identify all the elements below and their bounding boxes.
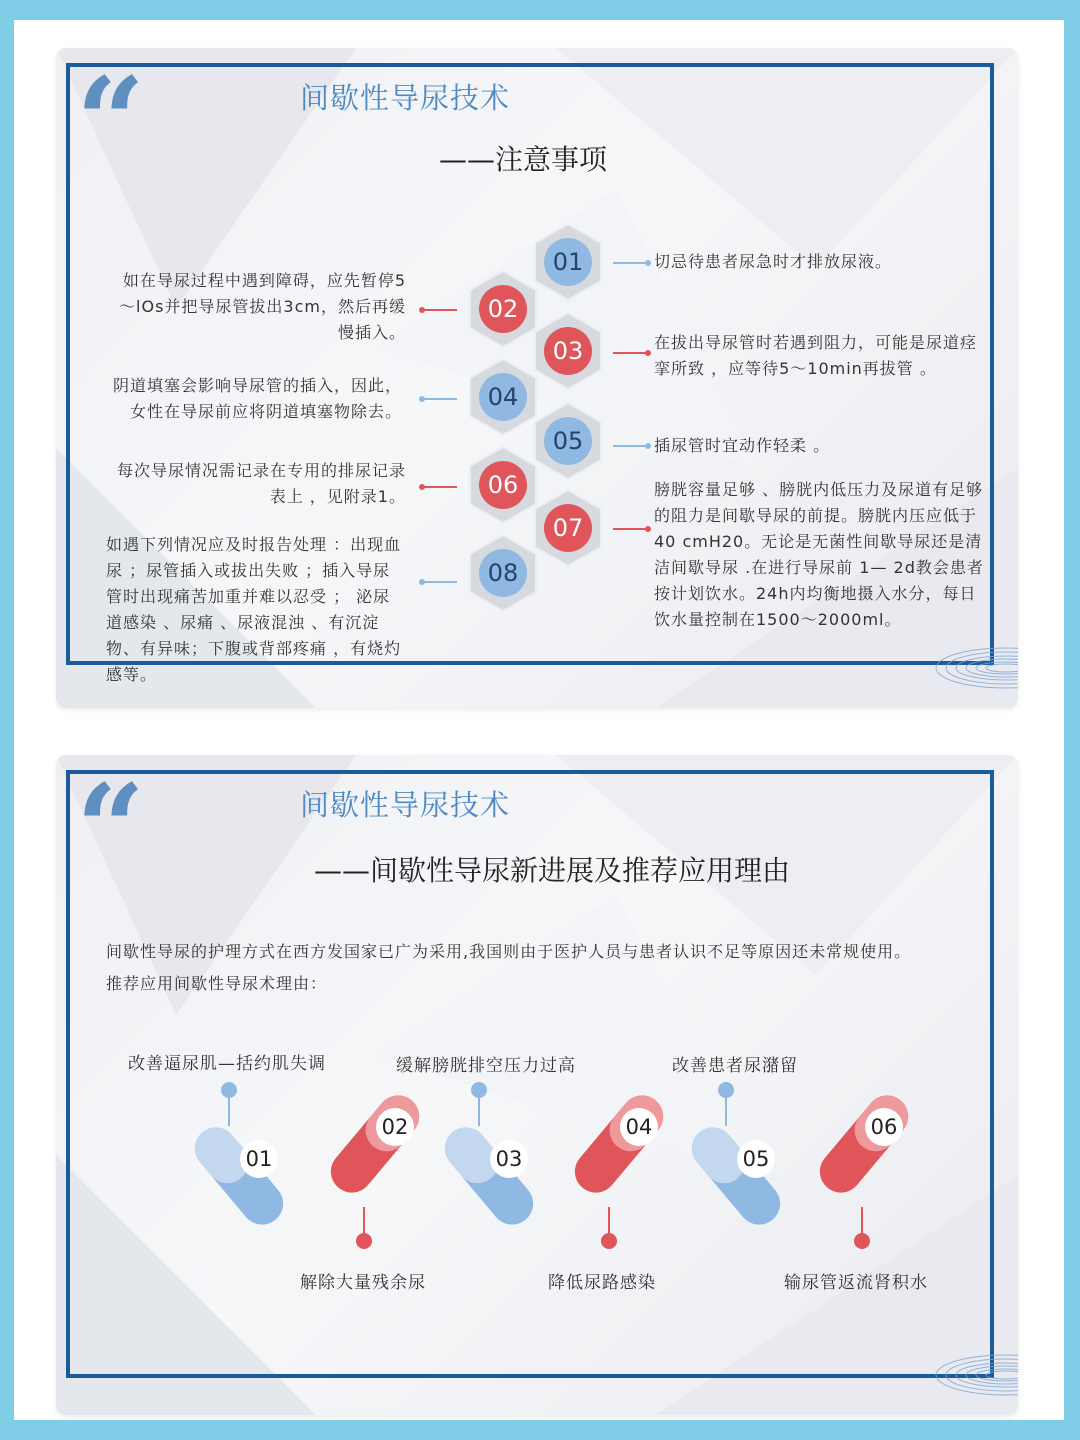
hex-badge-08 <box>469 534 537 612</box>
marker-line <box>608 1207 610 1235</box>
hex-number: 06 <box>487 471 519 499</box>
connector-06 <box>421 486 457 488</box>
hex-number: 02 <box>487 295 519 323</box>
intro-text: 间歇性导尿的护理方式在西方发国家已广为采用,我国则由于医护人员与患者认识不足等原因还未常规使用。 <box>106 942 912 961</box>
swirl-decoration <box>916 1315 1018 1415</box>
marker-icon <box>356 1233 372 1249</box>
hex-badge-03 <box>534 312 602 390</box>
marker-line <box>363 1207 365 1235</box>
pill-number: 03 <box>495 1147 523 1171</box>
page-background <box>14 20 1064 1420</box>
pill-number: 06 <box>870 1115 898 1139</box>
hex-badge-04 <box>469 358 537 436</box>
quote-mark-icon: “ <box>76 758 146 899</box>
hex-number: 07 <box>552 514 584 542</box>
reason-label-04: 降低尿路感染 <box>548 1273 656 1293</box>
slide-subtitle: ——间歇性导尿新进展及推荐应用理由 <box>314 854 791 887</box>
item-text-02: 如在导尿过程中遇到障碍，应先暂停5～lOs并把导尿管拔出3cm，然后再缓慢插入。 <box>119 271 406 342</box>
hex-number: 01 <box>552 248 584 276</box>
hex-badge-02 <box>469 270 537 348</box>
connector-04 <box>421 398 457 400</box>
slide-title: 间歇性导尿技术 <box>300 81 511 115</box>
hex-number: 04 <box>487 383 519 411</box>
slide-title: 间歇性导尿技术 <box>300 788 511 822</box>
hex-number: 05 <box>552 427 584 455</box>
reason-label-03: 缓解膀胱排空压力过高 <box>396 1056 576 1076</box>
marker-icon <box>601 1233 617 1249</box>
item-text-01: 切忌待患者尿急时才排放尿液。 <box>654 252 893 271</box>
marker-icon <box>718 1082 734 1098</box>
item-text-06: 每次导尿情况需记录在专用的排尿记录表上 ，见附录1。 <box>116 461 406 506</box>
swirl-decoration <box>916 608 1018 708</box>
hex-number: 08 <box>487 559 519 587</box>
item-text-03: 在拔出导尿管时若遇到阻力，可能是尿道痉挛所致 ，应等待5～10min再拔管 。 <box>654 333 978 378</box>
item-text-05: 插尿管时宜动作轻柔 。 <box>654 436 831 455</box>
connector-05 <box>613 445 649 447</box>
slide-precautions <box>56 48 1018 708</box>
reason-label-05: 改善患者尿潴留 <box>672 1056 798 1076</box>
marker-icon <box>854 1233 870 1249</box>
reason-label-01: 改善逼尿肌—括约肌失调 <box>128 1054 326 1074</box>
quote-mark-icon: “ <box>76 51 146 192</box>
reason-label-02: 解除大量残余尿 <box>300 1273 426 1293</box>
connector-02 <box>421 309 457 311</box>
slide-subtitle: ——注意事项 <box>439 143 608 176</box>
hex-badge-01 <box>534 223 602 301</box>
marker-line <box>861 1207 863 1235</box>
intro-lead: 推荐应用间歇性导尿术理由： <box>106 974 328 993</box>
item-text-07: 膀胱容量足够 、膀胱内低压力及尿道有足够的阻力是间歇导尿的前提。膀胱内压应低于40 cmH20。无论是无菌性间歇导尿还是清洁间歇导尿 .在进行导尿前 1— 2d教会患者按计划饮水。24h内均衡地摄入水分，每日饮水量控制在1500～2000ml。 <box>654 480 984 629</box>
pill-number: 02 <box>381 1115 409 1139</box>
pill-number: 01 <box>245 1147 273 1171</box>
slide-progress-reasons <box>56 755 1018 1415</box>
hex-badge-06 <box>469 446 537 524</box>
marker-icon <box>221 1082 237 1098</box>
connector-01 <box>613 262 649 264</box>
reason-label-06: 输尿管返流肾积水 <box>784 1273 928 1293</box>
connector-08 <box>421 581 457 583</box>
pill-number: 05 <box>742 1147 770 1171</box>
pill-number: 04 <box>625 1115 653 1139</box>
connector-03 <box>613 352 649 354</box>
hex-badge-07 <box>534 489 602 567</box>
hex-badge-05 <box>534 402 602 480</box>
marker-icon <box>471 1082 487 1098</box>
item-text-04: 阴道填塞会影响导尿管的插入，因此，女性在导尿前应将阴道填塞物除去。 <box>112 376 402 421</box>
connector-07 <box>613 528 649 530</box>
item-text-08: 如遇下列情况应及时报告处理 ：出现血尿 ；尿管插入或拔出失败 ；插入导尿管时出现痛苦加重并难以忍受 ； 泌尿道感染 、尿痛 、尿液混浊 、有沉淀物、有异味；下腹或背部疼痛 ，有烧灼感等。 <box>106 535 402 684</box>
hex-number: 03 <box>552 337 584 365</box>
